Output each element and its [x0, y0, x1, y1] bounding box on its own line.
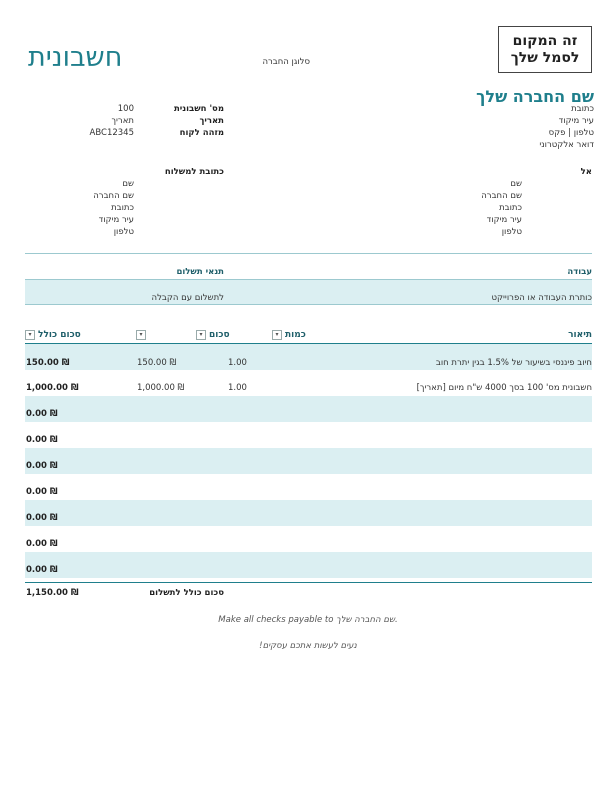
ship-to-city-zip: עיר מיקוד [98, 215, 134, 225]
row-5-total: 0.00 ₪ [26, 461, 58, 471]
col-description-label: תיאור [568, 330, 592, 340]
row-3-total: 0.00 ₪ [26, 409, 58, 419]
col-amount-end-filter[interactable] [136, 330, 146, 340]
invoice-meta-labels [160, 103, 224, 139]
ship-to-heading: כתובת למשלוח [164, 167, 224, 177]
company-city-zip: עיר מיקוד [558, 116, 594, 126]
amount-filter-icon[interactable]: ▾ [196, 330, 206, 340]
payment-terms-header: תנאי תשלום [176, 267, 224, 277]
to-address: כתובת [499, 203, 522, 213]
qty-filter-icon[interactable]: ▾ [272, 330, 282, 340]
logo-line-1: זה המקום [512, 32, 578, 49]
col-total-label: סכום כולל [38, 330, 81, 340]
company-phone-fax: טלפון | פקס [548, 128, 594, 138]
grand-total-rule [25, 582, 592, 583]
total-filter-icon[interactable]: ▾ [25, 330, 35, 340]
grand-total-value: 1,150.00 ₪ [26, 588, 79, 598]
customer-id-value: ABC12345 [89, 128, 134, 138]
grand-total-label: סכום כולל לתשלום [149, 588, 224, 598]
amount-end-filter-icon[interactable]: ▾ [136, 330, 146, 340]
job-title-value: כותרת העבודה או הפרוייקט [491, 293, 592, 303]
ship-to-phone: טלפון [113, 227, 134, 237]
company-info [444, 103, 594, 151]
customer-id-label: מזהה לקוח [179, 128, 224, 138]
col-amount-header[interactable] [196, 330, 230, 340]
row-1-qty: 1.00 [228, 358, 247, 368]
invoice-date-value: תאריך [111, 116, 134, 126]
invoice-meta-values [80, 103, 134, 139]
row-2-amount: 1,000.00 ₪ [137, 383, 185, 393]
to-city-zip: עיר מיקוד [486, 215, 522, 225]
company-name: שם החברה שלך [476, 87, 594, 106]
col-total-header[interactable] [25, 330, 81, 340]
row-2-total: 1,000.00 ₪ [26, 383, 79, 393]
row-6-total: 0.00 ₪ [26, 487, 58, 497]
ship-to-block [60, 178, 134, 238]
job-top-rule [25, 253, 592, 254]
row-1-amount: 150.00 ₪ [137, 358, 177, 368]
row-band [25, 552, 592, 578]
invoice-date-label: תאריך [199, 116, 224, 126]
row-4-total: 0.00 ₪ [26, 435, 58, 445]
row-1-total: 150.00 ₪ [26, 358, 70, 368]
row-7-total: 0.00 ₪ [26, 513, 58, 523]
thank-you-line: נעים לעשות אתכם עסקים! [259, 641, 357, 651]
row-band [25, 448, 592, 474]
row-8-total: 0.00 ₪ [26, 539, 58, 549]
row-1-description: חיוב פיננסי בשיעור של 1.5% בגין יתרת חוב [435, 358, 592, 368]
company-slogan: סלוגן החברה [262, 57, 310, 67]
col-amount-label: סכום [209, 330, 230, 340]
col-qty-label: כמות [285, 330, 306, 340]
invoice-title: חשבונית [28, 42, 123, 73]
row-9-total: 0.00 ₪ [26, 565, 58, 575]
invoice-number-value: 100 [117, 104, 134, 114]
to-heading: אל [580, 167, 592, 177]
logo-placeholder [498, 26, 592, 73]
job-header: עבודה [567, 267, 592, 277]
to-company: שם החברה [481, 191, 522, 201]
ship-to-address: כתובת [111, 203, 134, 213]
row-2-qty: 1.00 [228, 383, 247, 393]
col-qty-header[interactable] [272, 330, 306, 340]
row-band [25, 500, 592, 526]
job-bottom-rule [25, 304, 592, 305]
payment-terms-value: לתשלום עם הקבלה [151, 293, 224, 303]
logo-line-2: לסמל שלך [510, 49, 580, 66]
to-block [440, 178, 522, 238]
row-2-description: חשבונית מס' 100 בסך 4000 ש"ח מיום [תאריך] [416, 383, 592, 393]
ship-to-name: שם [122, 179, 134, 189]
to-phone: טלפון [501, 227, 522, 237]
invoice-number-label: מס' חשבונית [173, 104, 224, 114]
checks-payable-line: Make all checks payable to שם החברה שלך. [218, 615, 398, 625]
row-band [25, 396, 592, 422]
company-email: דואר אלקטרוני [539, 140, 594, 150]
col-description-header[interactable] [568, 330, 592, 340]
to-name: שם [510, 179, 522, 189]
ship-to-company: שם החברה [93, 191, 134, 201]
company-address: כתובת [571, 104, 594, 114]
